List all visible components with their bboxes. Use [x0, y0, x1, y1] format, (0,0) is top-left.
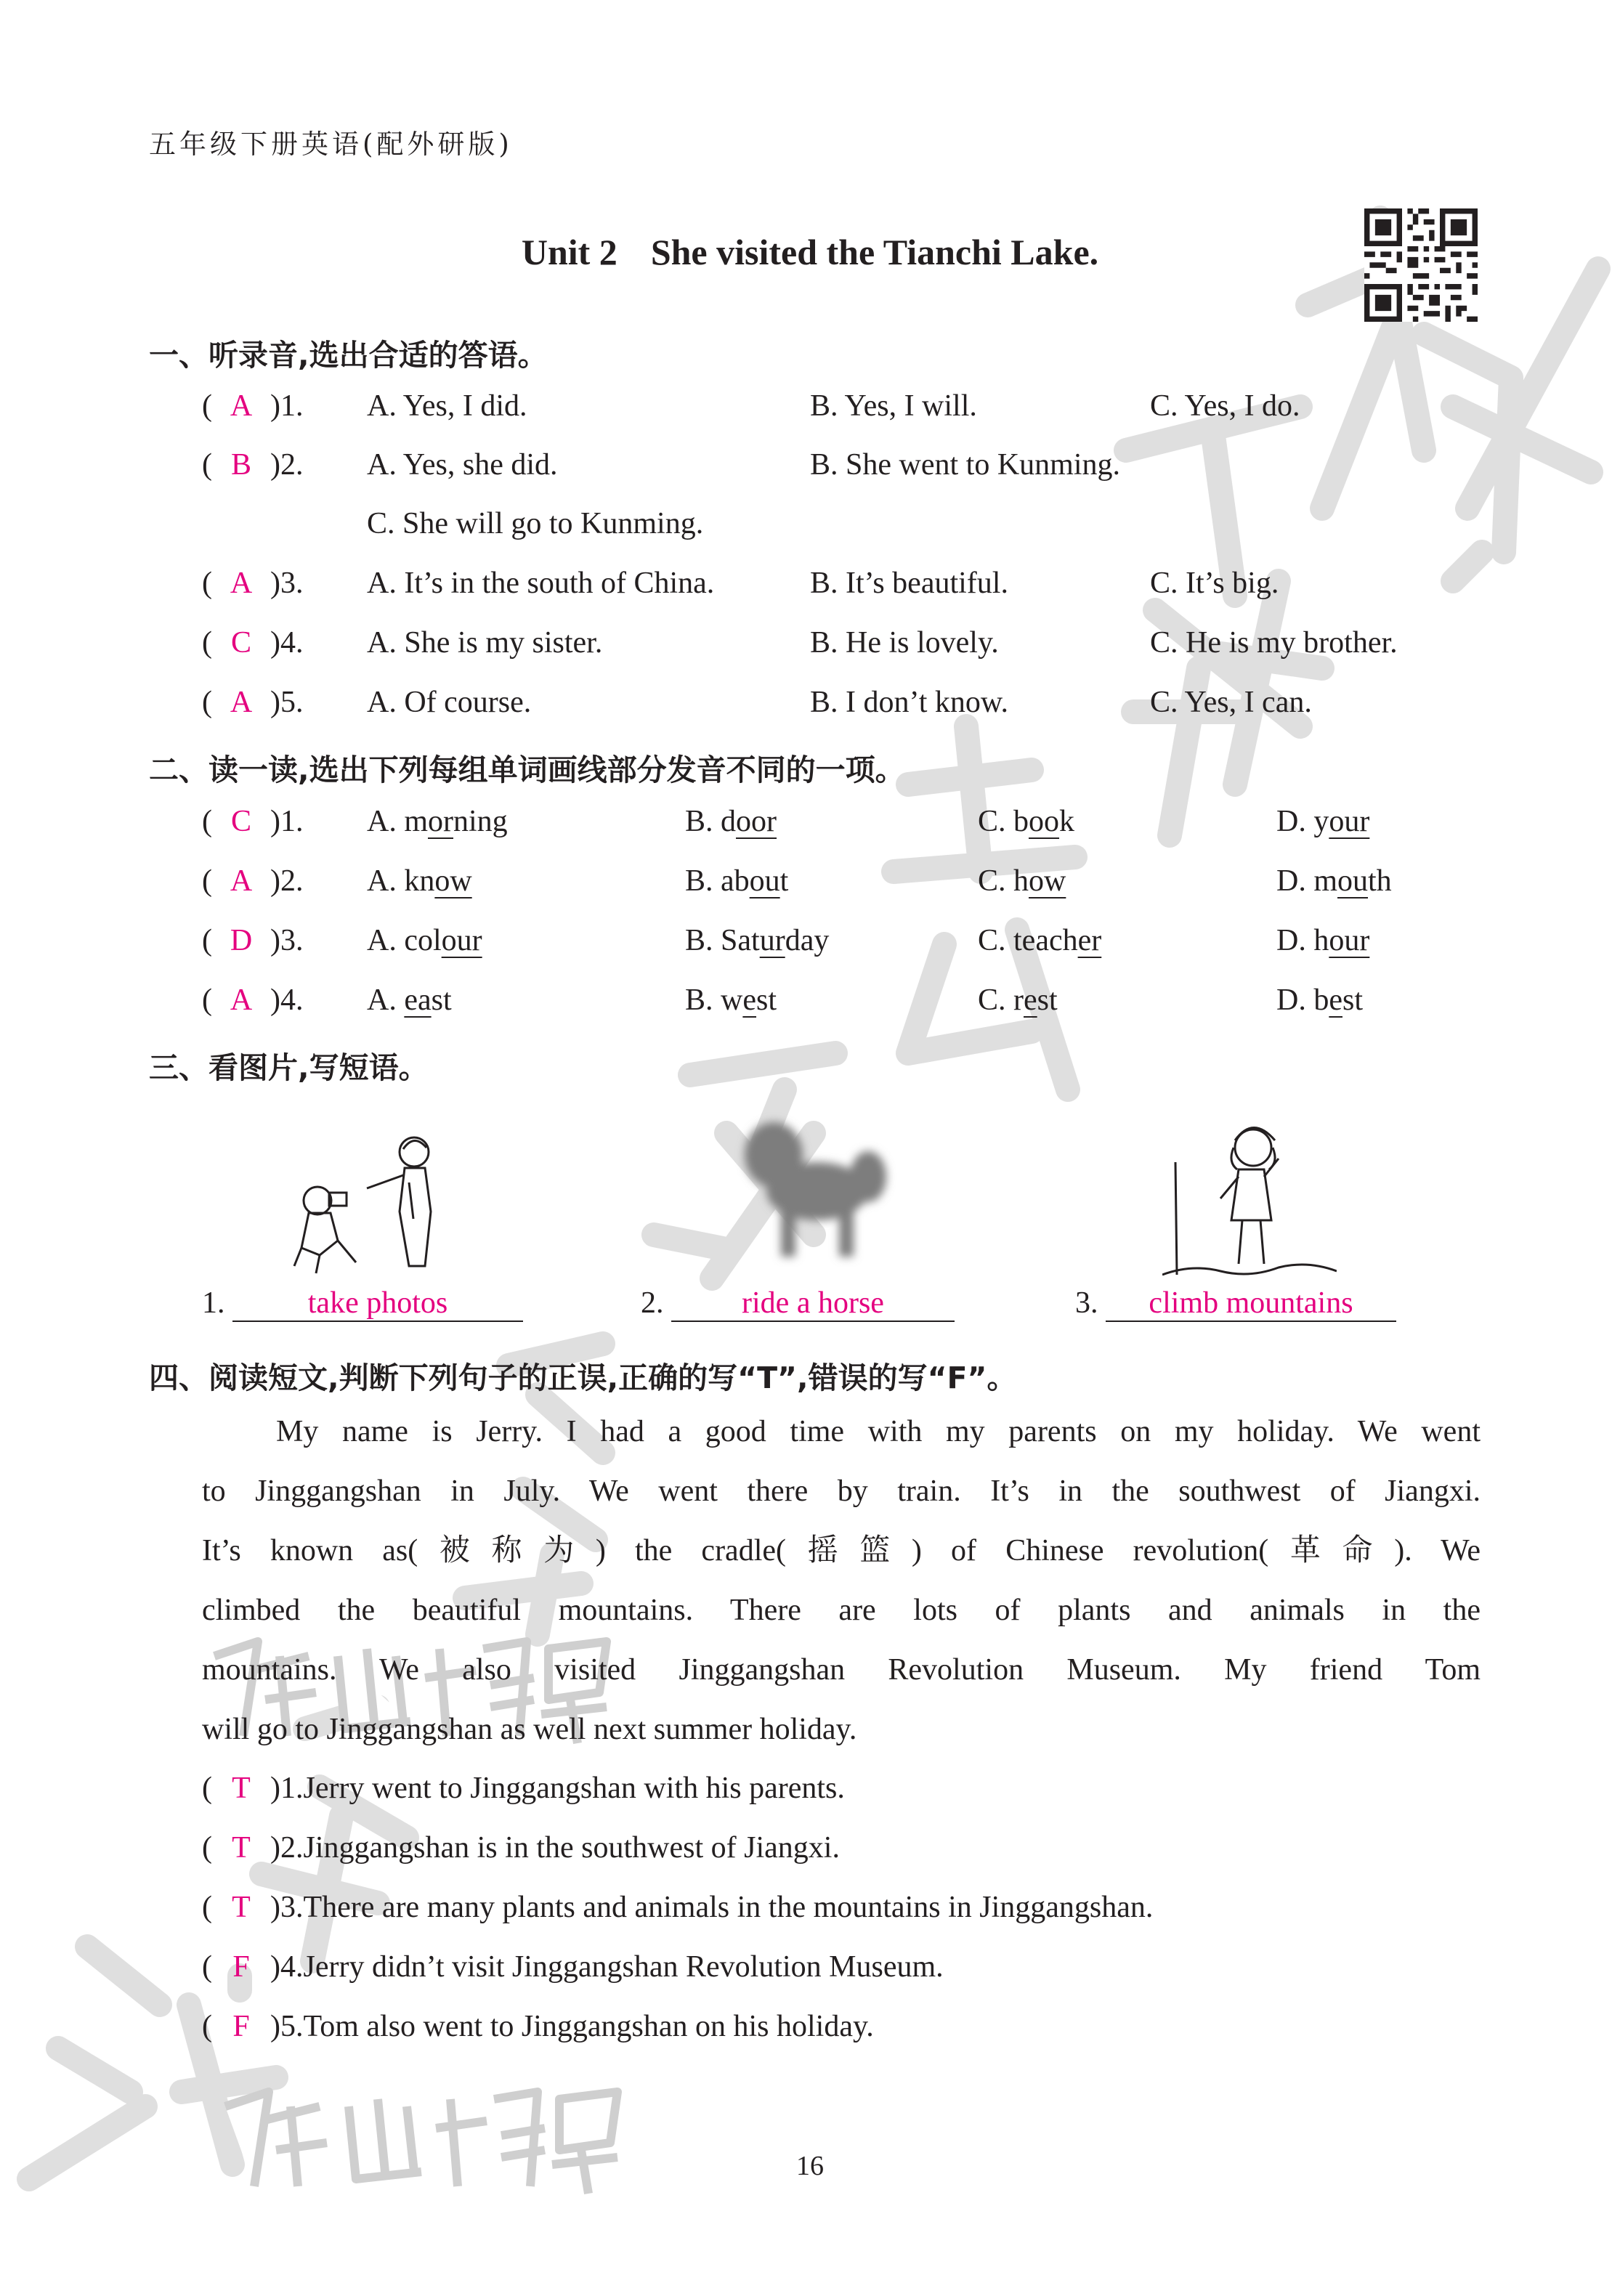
answer-mark: T — [232, 1831, 251, 1865]
section-4-heading: 四、阅读短文,判断下列句子的正误,正确的写“T”,错误的写“F”。 — [149, 1360, 1017, 1395]
answer-blank[interactable]: ride a horse — [671, 1286, 955, 1322]
option-c: C. Yes, I can. — [1150, 686, 1312, 719]
s1-question-5: ( A )5. — [202, 686, 304, 719]
picture-ride-a-horse — [716, 1104, 904, 1278]
underlined-part: e — [742, 983, 757, 1017]
answer-blank[interactable]: climb mountains — [1106, 1286, 1396, 1322]
statement: Jerry didn’t visit Jinggangshan Revolution Museum. — [303, 1950, 944, 1984]
statement: Tom also went to Jinggangshan on his holiday. — [303, 2010, 874, 2043]
answer-mark: D — [230, 924, 253, 957]
s4-question-1: ( T )1.Jerry went to Jinggangshan with his parents. — [202, 1772, 845, 1805]
option-b: B. door — [685, 805, 777, 838]
passage-line: It’s known as(被称为) the cradle(摇篮) of Chinese revolution(革命). We — [202, 1534, 1481, 1567]
s2-question-1: ( C )1. — [202, 805, 304, 838]
answer-mark: A — [230, 864, 253, 898]
option-c: C. It’s big. — [1150, 567, 1279, 600]
s2-question-4: ( A )4. — [202, 983, 304, 1017]
picture-take-photos — [287, 1132, 461, 1277]
answer-mark: A — [230, 567, 253, 600]
option-b: B. It’s beautiful. — [810, 567, 1008, 600]
answer-mark: C — [230, 805, 251, 838]
option-a: A. colour — [367, 924, 482, 957]
book-header: 五年级下册英语(配外研版) — [149, 129, 513, 160]
option-b: B. Saturday — [685, 924, 830, 957]
option-c: C. She will go to Kunming. — [367, 507, 704, 540]
s2-question-3: ( D )3. — [202, 924, 304, 957]
answer-blank[interactable]: take photos — [232, 1286, 523, 1322]
option-a: A. She is my sister. — [367, 626, 603, 660]
s1-question-1: ( A )1. — [202, 389, 304, 423]
option-a: A. It’s in the south of China. — [367, 567, 715, 600]
option-c: C. rest — [978, 983, 1058, 1017]
option-a: A. Of course. — [367, 686, 532, 719]
passage-line: will go to Jinggangshan as well next summer holiday. — [202, 1713, 857, 1746]
option-b: B. He is lovely. — [810, 626, 999, 660]
answer-mark: B — [230, 448, 251, 482]
underlined-part: our — [441, 924, 482, 957]
option-a: A. Yes, I did. — [367, 389, 527, 423]
unit-label: Unit 2 — [521, 232, 617, 272]
statement: Jerry went to Jinggangshan with his parents. — [303, 1772, 845, 1805]
option-b: B. Yes, I will. — [810, 389, 977, 423]
underlined-part: ow — [434, 864, 472, 898]
underlined-part: ur — [759, 924, 785, 957]
answer-mark: A — [230, 983, 253, 1017]
section-2-heading: 二、读一读,选出下列每组单词画线部分发音不同的一项。 — [149, 753, 905, 787]
statement: There are many plants and animals in the mountains in Jinggangshan. — [303, 1891, 1154, 1924]
option-a: A. morning — [367, 805, 508, 838]
option-c: C. Yes, I do. — [1150, 389, 1300, 423]
underlined-part: e — [1329, 983, 1342, 1017]
option-a: A. know — [367, 864, 472, 898]
underlined-part: or — [428, 805, 453, 838]
underlined-part: ea — [404, 983, 432, 1017]
option-d: D. mouth — [1276, 864, 1392, 898]
s4-question-4: ( F )4.Jerry didn’t visit Jinggangshan Revolution Museum. — [202, 1950, 944, 1984]
section-3-heading: 三、看图片,写短语。 — [149, 1050, 429, 1085]
option-c: C. teacher — [978, 924, 1102, 957]
answer-mark: F — [232, 2010, 250, 2043]
picture-climb-mountains — [1162, 1119, 1337, 1282]
option-c: C. how — [978, 864, 1066, 898]
watermark-logo-bottom — [218, 2077, 625, 2201]
page-number: 16 — [796, 2151, 824, 2181]
s3-item-3: 3. climb mountains — [1075, 1286, 1396, 1322]
underlined-part: e — [1024, 983, 1037, 1017]
option-a: A. Yes, she did. — [367, 448, 558, 482]
underlined-part: ow — [1029, 864, 1066, 898]
unit-title: She visited the Tianchi Lake. — [650, 232, 1099, 272]
answer-mark: T — [232, 1772, 251, 1805]
option-c: C. He is my brother. — [1150, 626, 1398, 660]
option-b: B. west — [685, 983, 777, 1017]
underlined-part: oo — [1029, 805, 1060, 838]
option-b: B. She went to Kunming. — [810, 448, 1120, 482]
option-d: D. hour — [1276, 924, 1370, 957]
passage-line: climbed the beautiful mountains. There are lots of plants and animals in the — [202, 1594, 1481, 1627]
underlined-part: ou — [1337, 864, 1368, 898]
option-b: B. I don’t know. — [810, 686, 1008, 719]
answer-mark: A — [230, 686, 253, 719]
answer-mark: T — [232, 1891, 251, 1924]
s4-question-3: ( T )3.There are many plants and animals in the mountains in Jinggangshan. — [202, 1891, 1154, 1924]
s1-question-3: ( A )3. — [202, 567, 304, 600]
s2-question-2: ( A )2. — [202, 864, 304, 898]
s1-question-2: ( B )2. — [202, 448, 304, 482]
s3-item-1: 1. take photos — [202, 1286, 523, 1322]
passage-line: to Jinggangshan in July. We went there by train. It’s in the southwest of Jiangxi. — [202, 1474, 1481, 1508]
s1-question-4: ( C )4. — [202, 626, 304, 660]
passage-line: mountains. We also visited Jinggangshan Revolution Museum. My friend Tom — [202, 1653, 1481, 1687]
statement: Jinggangshan is in the southwest of Jiangxi. — [303, 1831, 840, 1865]
option-d: D. best — [1276, 983, 1364, 1017]
option-d: D. your — [1276, 805, 1370, 838]
option-c: C. book — [978, 805, 1075, 838]
answer-mark: F — [232, 1950, 250, 1984]
s4-question-2: ( T )2.Jinggangshan is in the southwest of Jiangxi. — [202, 1831, 840, 1865]
underlined-part: our — [1329, 805, 1370, 838]
underlined-part: oor — [736, 805, 777, 838]
underlined-part: er — [1077, 924, 1102, 957]
underlined-part: ou — [749, 864, 780, 898]
answer-mark: C — [230, 626, 251, 660]
underlined-part: our — [1329, 924, 1370, 957]
qr-code-icon[interactable] — [1364, 208, 1478, 322]
section-1-heading: 一、听录音,选出合适的答语。 — [149, 338, 548, 373]
answer-mark: A — [230, 389, 253, 423]
s3-item-2: 2. ride a horse — [641, 1286, 955, 1322]
passage-line: My name is Jerry. I had a good time with my parents on my holiday. We went — [276, 1415, 1481, 1448]
option-b: B. about — [685, 864, 789, 898]
s4-question-5: ( F )5.Tom also went to Jinggangshan on his holiday. — [202, 2010, 874, 2043]
option-a: A. east — [367, 983, 452, 1017]
